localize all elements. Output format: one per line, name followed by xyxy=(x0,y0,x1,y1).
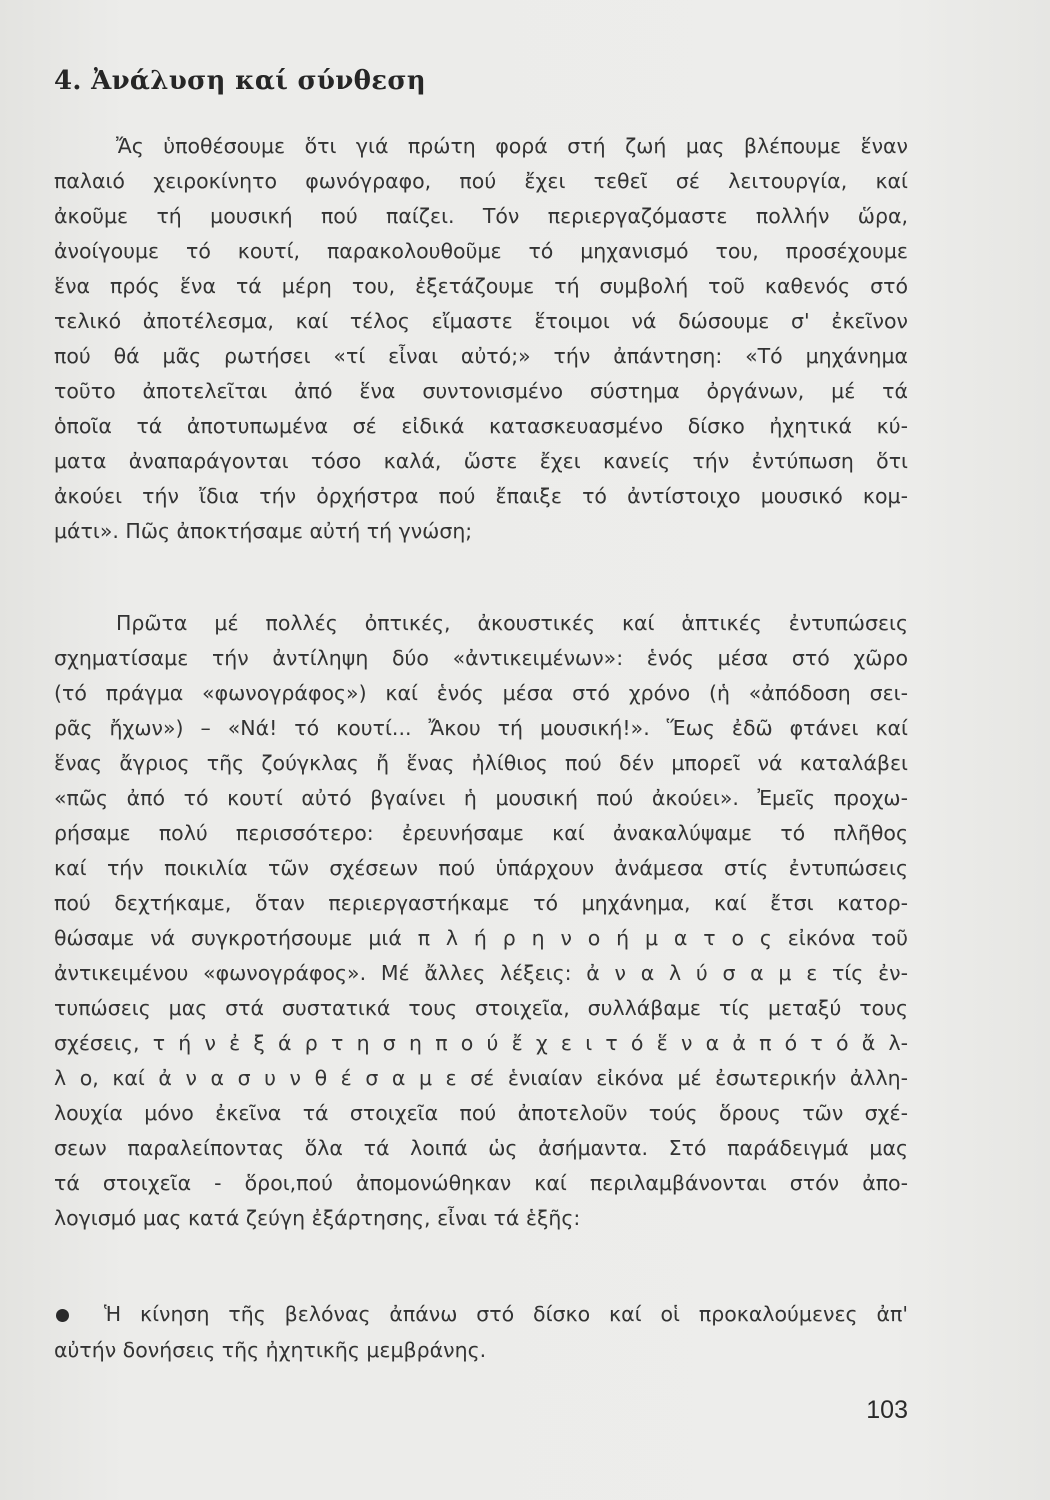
text-line: καί τήν ποικιλία τῶν σχέσεων πού ὑπάρχουν ἀνάμεσα στίς ἐντυπώσεις xyxy=(54,856,908,880)
text-line: λουχία μόνο ἐκεῖνα τά στοιχεῖα πού ἀποτελοῦν τούς ὅρους τῶν σχέ- xyxy=(54,1101,908,1125)
text-line: τοῦτο ἀποτελεῖται ἀπό ἕνα συντονισμένο σύστημα ὀργάνων, μέ τά xyxy=(54,379,908,403)
text-line: ρήσαμε πολύ περισσότερο: ἐρευνήσαμε καί ἀνακαλύψαμε τό πλῆθος xyxy=(54,821,908,845)
text-line: σχέσεις, τ ή ν ἐ ξ ά ρ τ η σ η π ο ύ ἔ χ ε ι τ ό ἕ ν α ἀ π ό τ ό ἄ λ- xyxy=(54,1031,908,1055)
text-line: μάτι». Πῶς ἀποκτήσαμε αὐτή τή γνώση; xyxy=(54,519,473,543)
text-line: «πῶς ἀπό τό κουτί αὐτό βγαίνει ἡ μουσική πού ἀκούει». Ἐμεῖς προχω- xyxy=(54,786,908,810)
text-line: πού δεχτήκαμε, ὅταν περιεργαστήκαμε τό μηχάνημα, καί ἔτσι κατορ- xyxy=(54,891,908,915)
text-line: αὐτήν δονήσεις τῆς ἠχητικῆς μεμβράνης. xyxy=(54,1338,487,1362)
text-line: ρᾶς ἤχων») – «Νά! τό κουτί... Ἄκου τή μουσική!». Ἕως ἐδῶ φτάνει καί xyxy=(54,716,908,740)
text-line: ματα ἀναπαράγονται τόσο καλά, ὥστε ἔχει κανείς τήν ἐντύπωση ὅτι xyxy=(54,449,908,473)
text-line: (τό πράγμα «φωνογράφος») καί ἑνός μέσα στό χρόνο (ἡ «ἀπόδοση σει- xyxy=(54,681,908,705)
text-line: παλαιό χειροκίνητο φωνόγραφο, πού ἔχει τεθεῖ σέ λειτουργία, καί xyxy=(54,169,908,193)
text-line: τελικό ἀποτέλεσμα, καί τέλος εἴμαστε ἕτοιμοι νά δώσουμε σ' ἐκεῖνον xyxy=(54,309,908,333)
text-line: ἀκοῦμε τή μουσική πού παίζει. Τόν περιεργαζόμαστε πολλήν ὥρα, xyxy=(54,204,908,228)
text-line: ἀκούει τήν ἴδια τήν ὀρχήστρα πού ἔπαιξε τό ἀντίστοιχο μουσικό κομ- xyxy=(54,484,908,508)
text-line: τά στοιχεῖα - ὅροι,πού ἀπομονώθηκαν καί περιλαμβάνονται στόν ἀπο- xyxy=(54,1171,908,1195)
text-line: λογισμό μας κατά ζεύγη ἐξάρτησης, εἶναι τά ἑξῆς: xyxy=(54,1206,581,1230)
text-line: τυπώσεις μας στά συστατικά τους στοιχεῖα, συλλάβαμε τίς μεταξύ τους xyxy=(54,996,908,1020)
text-line: ἕνα πρός ἕνα τά μέρη του, ἐξετάζουμε τή συμβολή τοῦ καθενός στό xyxy=(54,274,908,298)
section-heading: 4. Ἀνάλυση καί σύνθεση xyxy=(54,66,427,96)
text-line: λ ο, καί ἀ ν α σ υ ν θ έ σ α μ ε σέ ἑνιαίαν εἰκόνα μέ ἐσωτερικήν ἀλλη- xyxy=(54,1066,908,1090)
text-line: Ἡ κίνηση τῆς βελόνας ἀπάνω στό δίσκο καί οἱ προκαλούμενες ἀπ' xyxy=(104,1302,908,1326)
text-line: ὁποῖα τά ἀποτυπωμένα σέ εἰδικά κατασκευασμένο δίσκο ἠχητικά κύ- xyxy=(54,414,908,438)
text-line: Ἄς ὑποθέσουμε ὅτι γιά πρώτη φορά στή ζωή μας βλέπουμε ἕναν xyxy=(116,134,908,158)
text-line: σεων παραλείποντας ὅλα τά λοιπά ὡς ἀσήμαντα. Στό παράδειγμά μας xyxy=(54,1136,908,1160)
page-number: 103 xyxy=(866,1396,908,1424)
text-line: πού θά μᾶς ρωτήσει «τί εἶναι αὐτό;» τήν ἀπάντηση: «Τό μηχάνημα xyxy=(54,344,908,368)
text-line: ἕνας ἄγριος τῆς ζούγκλας ἤ ἕνας ἠλίθιος πού δέν μπορεῖ νά καταλάβει xyxy=(54,751,908,775)
text-line: θώσαμε νά συγκροτήσουμε μιά π λ ή ρ η ν ο ή μ α τ ο ς εἰκόνα τοῦ xyxy=(54,926,908,950)
text-line: σχηματίσαμε τήν ἀντίληψη δύο «ἀντικειμένων»: ἑνός μέσα στό χῶρο xyxy=(54,646,908,670)
text-line: Πρῶτα μέ πολλές ὀπτικές, ἀκουστικές καί ἁπτικές ἐντυπώσεις xyxy=(116,611,908,635)
text-line: ἀνοίγουμε τό κουτί, παρακολουθοῦμε τό μηχανισμό του, προσέχουμε xyxy=(54,239,908,263)
bullet-icon xyxy=(56,1309,69,1322)
text-line: ἀντικειμένου «φωνογράφος». Μέ ἄλλες λέξεις: ἀ ν α λ ύ σ α μ ε τίς ἐν- xyxy=(54,961,908,985)
